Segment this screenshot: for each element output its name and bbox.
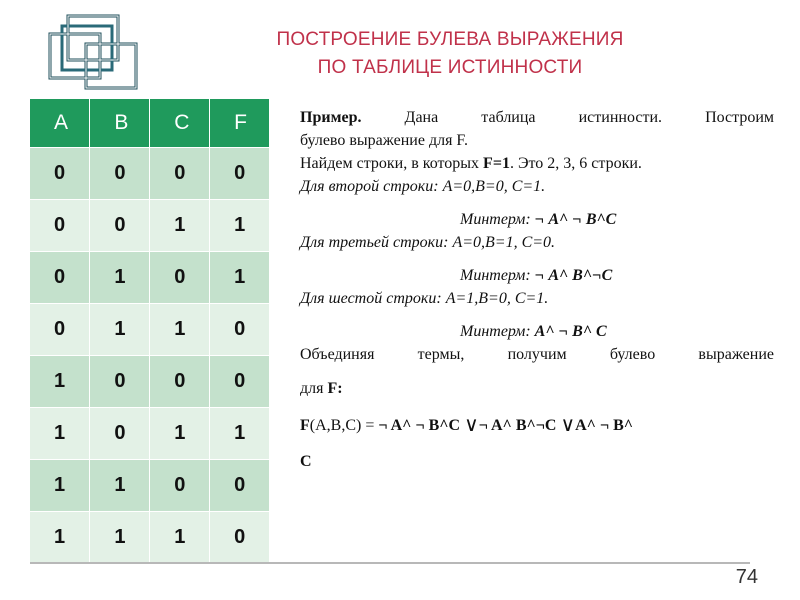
table-cell: 0 (30, 200, 90, 252)
truth-table (30, 99, 270, 563)
table-header-row (30, 99, 270, 148)
slide-title (230, 26, 670, 82)
footer-divider (30, 562, 750, 564)
minterm-3-expression: A^ ¬ B^ C (534, 323, 607, 340)
combine-line: Объединяя термы, получим булево выражение (300, 346, 774, 363)
logo-squares-icon (48, 14, 140, 98)
table-cell: 1 (90, 460, 150, 512)
table-cell: 0 (30, 148, 90, 200)
title-line-2: ПО ТАБЛИЦЕ ИСТИННОСТИ (317, 57, 583, 78)
minterm-label: Минтерм: (460, 323, 535, 340)
table-cell: 0 (90, 148, 150, 200)
for-f-label: F: (327, 380, 343, 397)
table-cell: 1 (90, 512, 150, 564)
row-6-values: Для шестой строки: A=1,B=0, C=1. (300, 290, 549, 307)
title-line-1: ПОСТРОЕНИЕ БУЛЕВА ВЫРАЖЕНИЯ (276, 29, 624, 50)
table-row (30, 200, 270, 252)
minterm-2-expression: ¬ A^ B^¬C (534, 267, 613, 284)
table-cell: 0 (210, 512, 270, 564)
formula-args: (A,B,C) = (309, 417, 379, 434)
or-symbol: ∨ (560, 414, 576, 436)
table-row (30, 356, 270, 408)
minterm-2 (300, 264, 774, 287)
row-2-values: Для второй строки: A=0,B=0, C=1. (300, 178, 546, 195)
minterm-label: Минтерм: (460, 267, 535, 284)
table-cell: 1 (30, 408, 90, 460)
table-cell: 0 (150, 148, 210, 200)
find-rows-result: . Это 2, 3, 6 строки. (509, 155, 642, 172)
table-cell: 0 (150, 460, 210, 512)
table-cell: 1 (90, 252, 150, 304)
table-row (30, 512, 270, 564)
table-cell: 0 (210, 460, 270, 512)
table-cell: 0 (210, 304, 270, 356)
minterm-3 (300, 320, 774, 343)
formula-term-3: A^ ¬ B^ (575, 417, 634, 434)
formula (300, 412, 774, 439)
table-row (30, 460, 270, 512)
table-cell: 0 (90, 200, 150, 252)
minterm-1-expression: ¬ A^ ¬ B^C (534, 211, 617, 228)
table-cell: 0 (30, 252, 90, 304)
column-header-c: C (150, 99, 210, 148)
table-row (30, 252, 270, 304)
table-row (30, 408, 270, 460)
table-cell: 0 (30, 304, 90, 356)
example-line (300, 106, 774, 129)
column-header-b: B (90, 99, 150, 148)
table-cell: 1 (90, 304, 150, 356)
table-cell: 1 (210, 252, 270, 304)
minterm-label: Минтерм: (460, 211, 535, 228)
example-text: Дана таблица истинности. Построим (361, 109, 774, 126)
table-cell: 1 (210, 408, 270, 460)
table-cell: 0 (210, 148, 270, 200)
table-cell: 1 (30, 356, 90, 408)
explanation-text (300, 106, 774, 475)
find-rows-condition: F=1 (483, 155, 510, 172)
table-cell: 1 (150, 304, 210, 356)
for-f-text: для (300, 380, 328, 397)
table-cell: 1 (150, 200, 210, 252)
table-cell: 1 (30, 512, 90, 564)
table-cell: 1 (150, 512, 210, 564)
table-cell: 0 (210, 356, 270, 408)
table-cell: 0 (150, 252, 210, 304)
row-3-values: Для третьей строки: A=0,B=1, C=0. (300, 234, 556, 251)
table-cell: 0 (90, 356, 150, 408)
formula-term-2: ¬ A^ B^¬C (478, 417, 561, 434)
minterm-1 (300, 208, 774, 231)
table-cell: 1 (210, 200, 270, 252)
example-line-2: булево выражение для F. (300, 132, 469, 149)
formula-function: F (300, 417, 310, 434)
formula-term-3-end: C (300, 453, 312, 470)
find-rows-text: Найдем строки, в которых (300, 155, 484, 172)
column-header-f: F (210, 99, 270, 148)
table-cell: 1 (30, 460, 90, 512)
formula-continuation (300, 449, 774, 475)
formula-term-1: ¬ A^ ¬ B^C (378, 417, 465, 434)
table-row (30, 148, 270, 200)
table-row (30, 304, 270, 356)
for-f-line (300, 376, 774, 402)
example-label: Пример. (300, 109, 362, 126)
table-cell: 1 (150, 408, 210, 460)
table-cell: 0 (150, 356, 210, 408)
page-number: 74 (735, 566, 758, 588)
column-header-a: A (30, 99, 90, 148)
or-symbol: ∨ (464, 414, 479, 436)
find-rows-line (300, 152, 774, 175)
table-cell: 0 (90, 408, 150, 460)
